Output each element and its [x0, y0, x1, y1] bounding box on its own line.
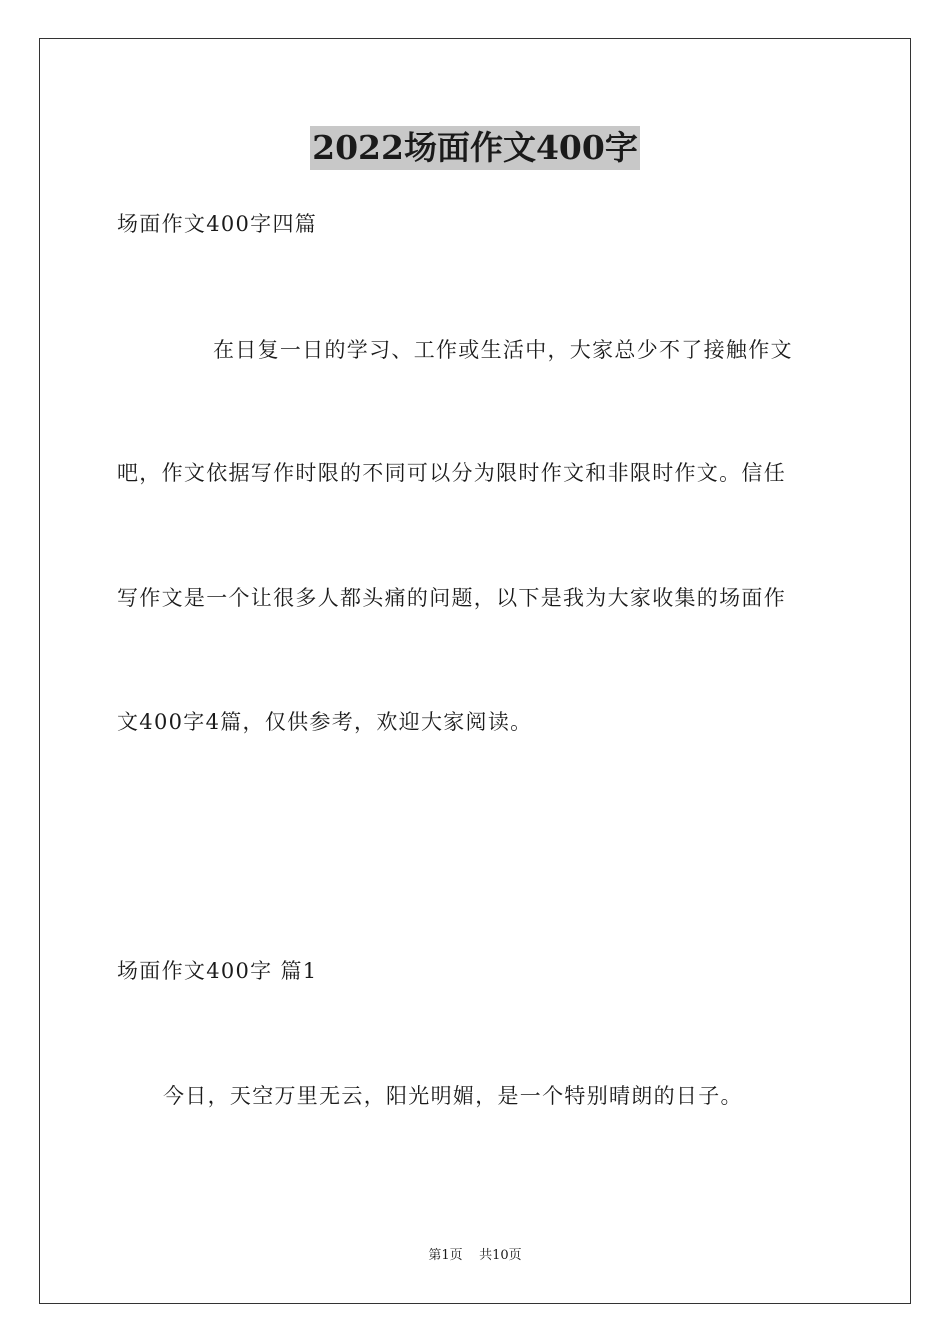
intro-line-1: 在日复一日的学习、工作或生活中，大家总少不了接触作文	[213, 338, 793, 362]
document-subtitle: 场面作文400字四篇	[117, 212, 318, 236]
page-number-footer: 第1页 共10页	[428, 1248, 522, 1263]
intro-line-4: 文400字4篇，仅供参考，欢迎大家阅读。	[117, 710, 533, 734]
document-title: 2022场面作文400字	[310, 126, 640, 170]
intro-line-3: 写作文是一个让很多人都头痛的问题，以下是我为大家收集的场面作	[117, 586, 786, 610]
title-container	[0, 126, 950, 170]
section-paragraph-line: 今日，天空万里无云，阳光明媚，是一个特别晴朗的日子。	[163, 1084, 743, 1108]
intro-line-2: 吧，作文依据写作时限的不同可以分为限时作文和非限时作文。信任	[117, 461, 786, 485]
section-heading: 场面作文400字 篇1	[117, 959, 318, 983]
